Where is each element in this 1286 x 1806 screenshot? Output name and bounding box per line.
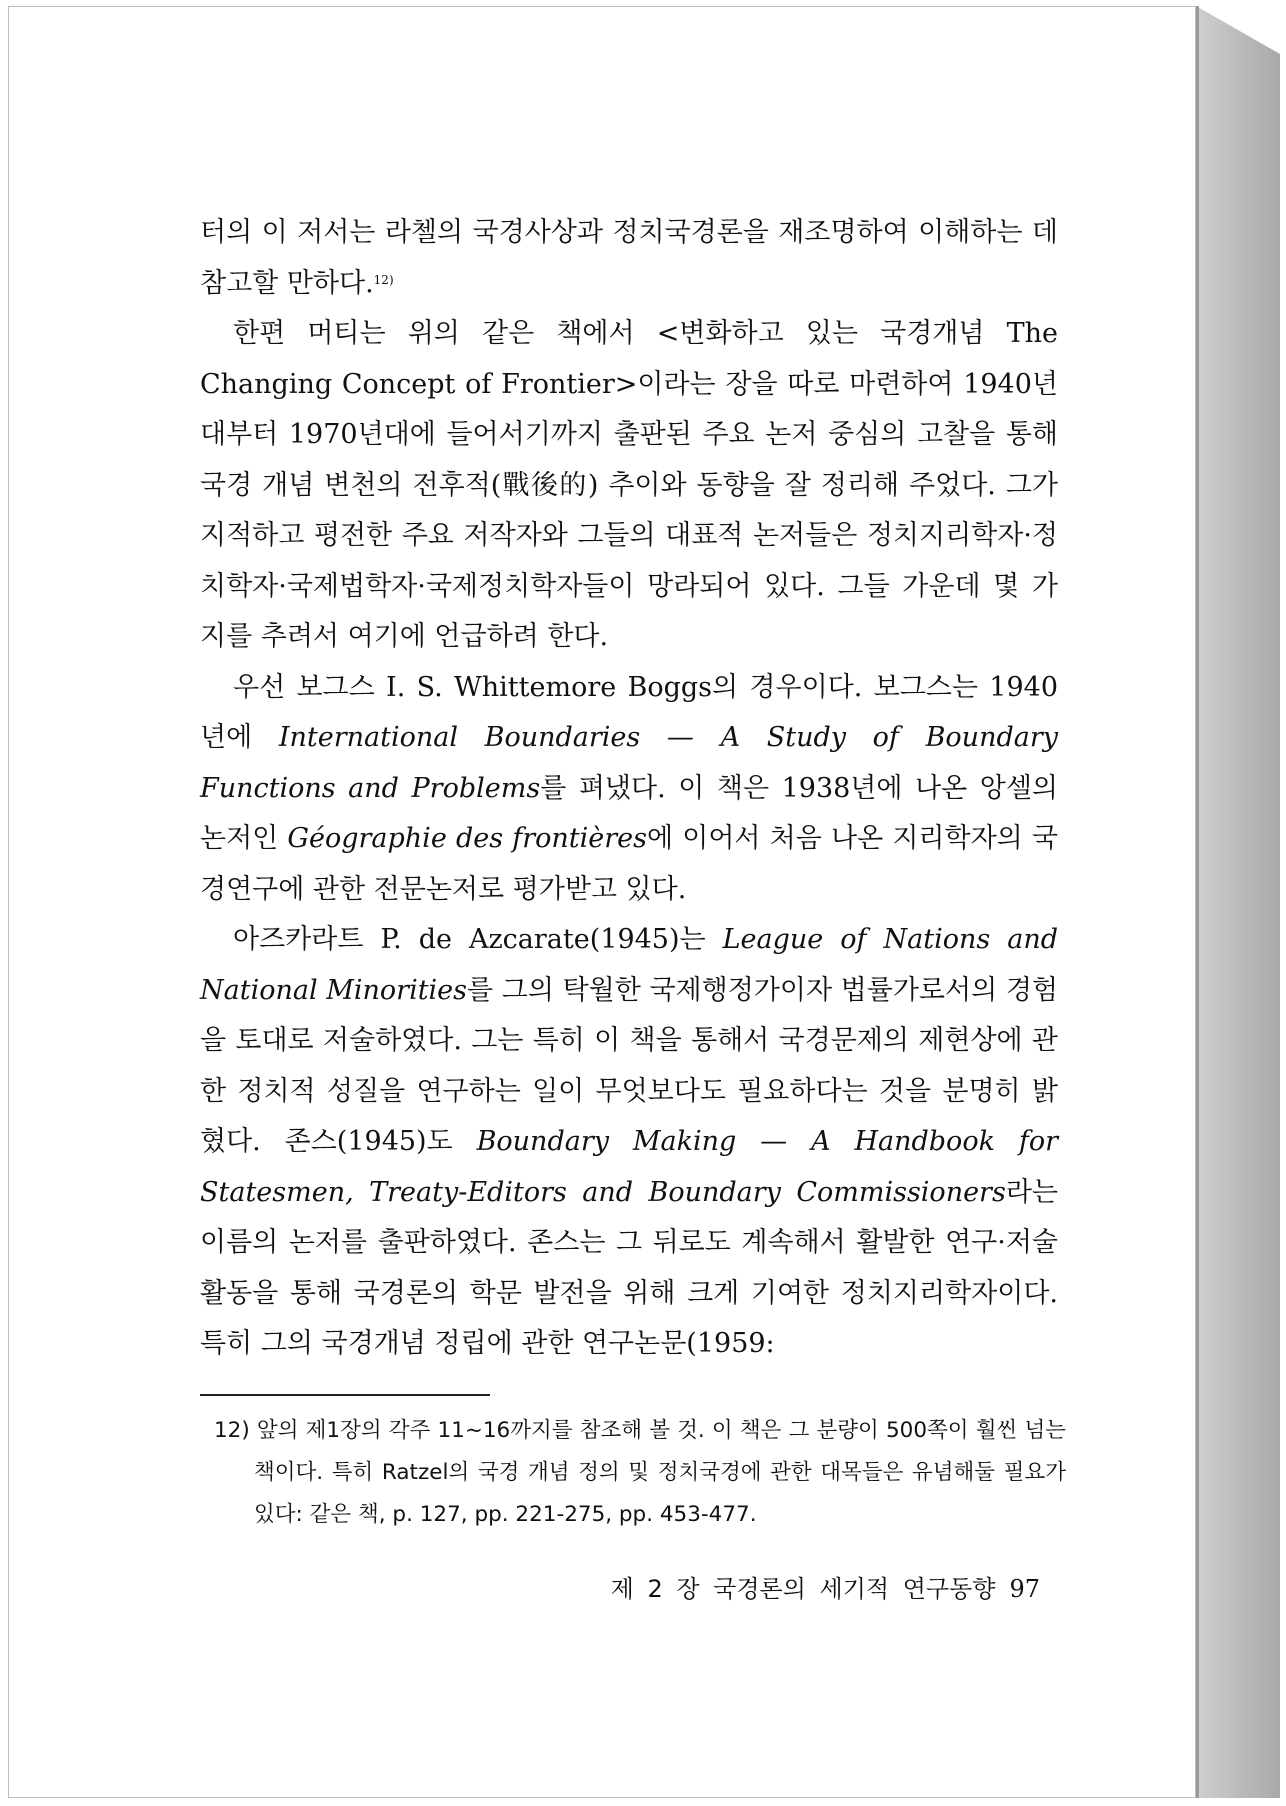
- footnote-separator: [200, 1394, 490, 1396]
- paragraph-2-text: 한편 머티는 위의 같은 책에서 <변화하고 있는 국경개념 The Changing Concept of Frontier>이라는 장을 따로 마련하여 1940년대부터 1970년대에 들어서기까지 출판된 주요 논저 중심의 고찰을 통해 국경 개념 변천의 전후적(戰後的) 추이와 동향을 잘 정리해 주었다. 그가 지적하고 평전한 주요 저작자와 그들의 대표적 논저들은 정치지리학자·정치학자·국제법학자·국제정치학자들이 망라되어 있다. 그들 가운데 몇 가지를 추려서 여기에 언급하려 한다.: [200, 318, 1058, 652]
- paragraph-4: [200, 915, 1058, 1370]
- footnote-12: 12) 앞의 제1장의 각주 11~16까지를 참조해 볼 것. 이 책은 그 분량이 500쪽이 훨씬 넘는 책이다. 특히 Ratzel의 국경 개념 정의 및 정치국경에 관한 대목들은 유념해둘 필요가 있다: 같은 책, p. 127, pp. 221-275, pp. 453-477.: [214, 1418, 1066, 1527]
- running-footer: [600, 1572, 1040, 1606]
- paragraph-4-text-b: 를 그의 탁월한 국제행정가이자 법률가로서의 경험을 토대로 저술하였다. 그는 특히 이 책을 통해서 국경문제의 제현상에 관한 정치적 성질을 연구하는 일이 무엇보다도 필요하다는 것을 분명히 밝혔다. 존스(1945)도: [200, 974, 1058, 1157]
- paragraph-1-text: 터의 이 저서는 라첼의 국경사상과 정치국경론을 재조명하여 이해하는 데 참고할 만하다.: [200, 217, 1058, 299]
- book-title-league-of-nations: League of Nations and National Minorities: [200, 924, 1058, 1006]
- paragraph-3: [200, 663, 1058, 916]
- paragraph-4-text-a: 아즈카라트 P. de Azcarate(1945)는: [233, 924, 723, 955]
- book-title-geographie-des-frontieres: Géographie des frontières: [287, 823, 647, 854]
- paragraph-3-text-a: 우선 보그스 I. S. Whittemore Boggs의 경우이다. 보그스는 1940년에: [200, 671, 1058, 753]
- footnote-ref-12: 12): [373, 272, 394, 287]
- chapter-title: 제 2 장 국경론의 세기적 연구동향: [610, 1575, 996, 1603]
- paragraph-3-text-b: 를 펴냈다. 이 책은 1938년에 나온 앙셀의 논저인: [200, 772, 1058, 854]
- paragraph-1: [200, 208, 1058, 309]
- book-spine-shadow: [1196, 6, 1199, 1798]
- book-title-boundary-making: Boundary Making — A Handbook for Statesmen, Treaty-Editors and Boundary Commissioners: [200, 1126, 1058, 1208]
- body-text: [200, 208, 1058, 1370]
- paragraph-4-text-c: 라는 이름의 논저를 출판하였다. 존스는 그 뒤로도 계속해서 활발한 연구·저술활동을 통해 국경론의 학문 발전을 위해 크게 기여한 정치지리학자이다. 특히 그의 국경개념 정립에 관한 연구논문(1959:: [200, 1176, 1058, 1359]
- book-spine-edge: [1196, 6, 1280, 1798]
- paragraph-2: [200, 309, 1058, 663]
- page-number: 97: [1009, 1575, 1040, 1603]
- paragraph-3-text-c: 에 이어서 처음 나온 지리학자의 국경연구에 관한 전문논저로 평가받고 있다.: [200, 823, 1058, 905]
- book-title-international-boundaries: International Boundaries — A Study of Boundary Functions and Problems: [200, 722, 1058, 804]
